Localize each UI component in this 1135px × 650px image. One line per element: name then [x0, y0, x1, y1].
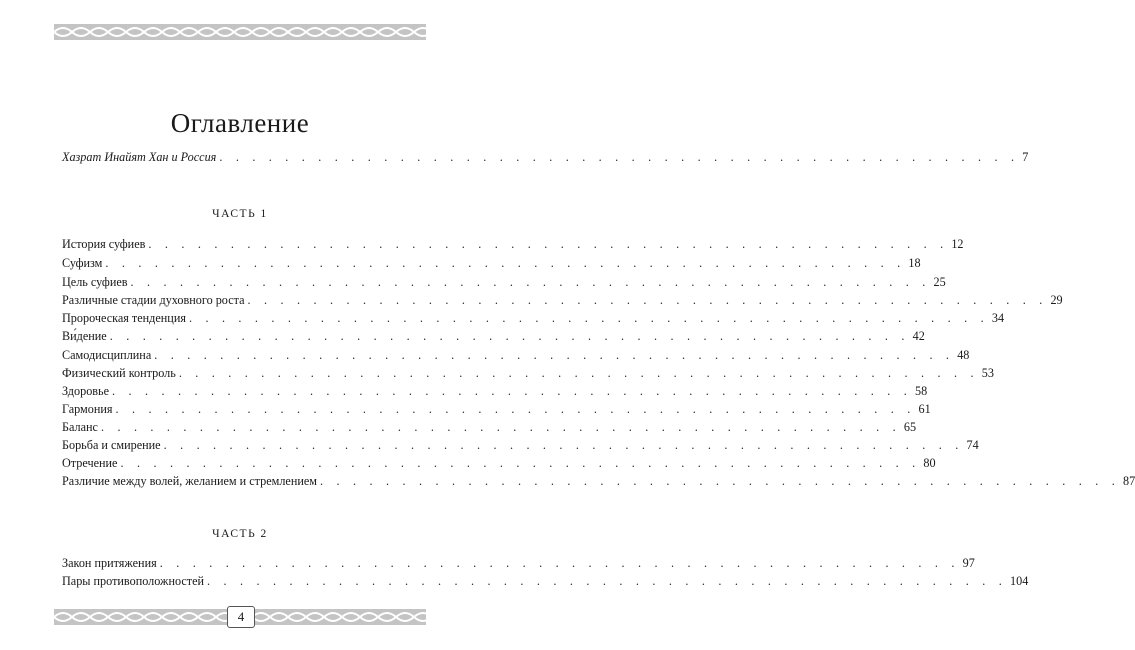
toc-entry-page: 53: [981, 366, 994, 380]
toc-entry-title: Физический контроль: [62, 366, 176, 380]
toc-entry-page: 87: [1122, 474, 1135, 488]
toc-entry-page: 34: [991, 311, 1005, 325]
toc-entry[interactable]: [62, 348, 970, 366]
dot-leader: . . . . . . . . . . . . . . . . . . . . . . . . . . . . . . . . . . . . . . . . . . . . . . . . .: [320, 474, 1120, 488]
toc-entry-title: Здоровье: [62, 384, 110, 398]
toc-entry[interactable]: [62, 574, 1029, 592]
toc-entry[interactable]: [62, 275, 946, 293]
dot-leader: . . . . . . . . . . . . . . . . . . . . . . . . . . . . . . . . . . . . . . . . . . . . . . . . .: [100, 420, 901, 434]
toc-entry-page: 74: [966, 438, 979, 452]
toc-entry-page: 65: [903, 420, 917, 434]
toc-entry-page: 48: [957, 348, 970, 362]
toc-entry-title: Пророческая тенденция: [62, 311, 186, 325]
dot-leader: . . . . . . . . . . . . . . . . . . . . . . . . . . . . . . . . . . . . . . . . . . . . . . . . .: [188, 311, 989, 325]
part-1-heading: ЧАСТЬ 1: [212, 208, 268, 220]
toc-entry[interactable]: [62, 420, 917, 438]
toc-entry[interactable]: [62, 366, 994, 384]
toc-entry-page: 104: [1010, 574, 1029, 588]
toc-entry[interactable]: [62, 384, 928, 402]
toc-entry-title: Отречение: [62, 456, 118, 470]
toc-entry[interactable]: [62, 456, 936, 474]
page-number: 4: [227, 606, 255, 628]
dot-leader: . . . . . . . . . . . . . . . . . . . . . . . . . . . . . . . . . . . . . . . . . . . . . . . . .: [120, 456, 921, 470]
dot-leader: . . . . . . . . . . . . . . . . . . . . . . . . . . . . . . . . . . . . . . . . . . . . . . . . .: [154, 348, 955, 362]
toc-entry-title: Закон притяжения: [62, 556, 157, 570]
toc-entry-title: Цель суфиев: [62, 275, 128, 289]
toc-entry-page: 29: [1050, 293, 1063, 307]
toc-entry-page: 25: [933, 275, 946, 289]
toc-entry[interactable]: [62, 293, 1063, 311]
toc-entry-page: 80: [923, 456, 936, 470]
toc-entry-title: Пары противоположностей: [62, 574, 205, 588]
toc-entry[interactable]: [62, 474, 1135, 492]
toc-entry-page: 12: [951, 237, 964, 251]
top-ornament-band: [54, 24, 426, 40]
dot-leader: . . . . . . . . . . . . . . . . . . . . . . . . . . . . . . . . . . . . . . . . . . . . . . . . .: [130, 275, 931, 289]
dot-leader: . . . . . . . . . . . . . . . . . . . . . . . . . . . . . . . . . . . . . . . . . . . . . . . . .: [207, 574, 1007, 588]
toc-entry-title: История суфиев: [62, 237, 146, 251]
dot-leader: . . . . . . . . . . . . . . . . . . . . . . . . . . . . . . . . . . . . . . . . . . . . . . . . .: [148, 237, 949, 251]
dot-leader: . . . . . . . . . . . . . . . . . . . . . . . . . . . . . . . . . . . . . . . . . . . . . . . . .: [112, 384, 912, 398]
toc-entry-page: 18: [908, 256, 921, 270]
toc-entry-title: Борьба и смирение: [62, 438, 161, 452]
dot-leader: . . . . . . . . . . . . . . . . . . . . . . . . . . . . . . . . . . . . . . . . . . . . . . . . .: [178, 366, 979, 380]
dot-leader: . . . . . . . . . . . . . . . . . . . . . . . . . . . . . . . . . . . . . . . . . . . . . . . . .: [105, 256, 906, 270]
toc-entry[interactable]: [62, 438, 979, 456]
dot-leader: . . . . . . . . . . . . . . . . . . . . . . . . . . . . . . . . . . . . . . . . . . . . . . . . .: [159, 556, 960, 570]
toc-entry-page: 61: [918, 402, 931, 416]
toc-entry-title: Различные стадии духовного роста: [62, 293, 245, 307]
dot-leader: . . . . . . . . . . . . . . . . . . . . . . . . . . . . . . . . . . . . . . . . . . . . . . . . .: [219, 150, 1020, 164]
toc-entry[interactable]: [62, 311, 1005, 329]
toc-entry-page: 42: [912, 329, 925, 343]
page-title: Оглавление: [170, 108, 310, 139]
toc-entry[interactable]: [62, 556, 975, 574]
toc-entry-title: Самодисциплина: [62, 348, 152, 362]
dot-leader: . . . . . . . . . . . . . . . . . . . . . . . . . . . . . . . . . . . . . . . . . . . . . . . . .: [247, 293, 1048, 307]
toc-entry-title: Различие между волей, желанием и стремлением: [62, 474, 318, 488]
toc-entry[interactable]: [62, 256, 921, 274]
toc-entry[interactable]: [62, 329, 925, 347]
toc-entry-title: Баланс: [62, 420, 98, 434]
part-2-heading: ЧАСТЬ 2: [212, 528, 268, 540]
toc-entry[interactable]: [62, 402, 931, 420]
toc-entry[interactable]: [62, 237, 964, 255]
toc-entry-title: Суфизм: [62, 256, 103, 270]
toc-entry-page: 58: [914, 384, 928, 398]
toc-entry-title: Хазрат Инайят Хан и Россия: [62, 150, 217, 164]
toc-entry-intro[interactable]: [62, 150, 1029, 168]
dot-leader: . . . . . . . . . . . . . . . . . . . . . . . . . . . . . . . . . . . . . . . . . . . . . . . . .: [109, 329, 910, 343]
toc-entry-title: Ви́дение: [62, 329, 107, 343]
toc-entry-title: Гармония: [62, 402, 113, 416]
toc-entry-page: 97: [962, 556, 975, 570]
dot-leader: . . . . . . . . . . . . . . . . . . . . . . . . . . . . . . . . . . . . . . . . . . . . . . . . .: [115, 402, 916, 416]
dot-leader: . . . . . . . . . . . . . . . . . . . . . . . . . . . . . . . . . . . . . . . . . . . . . . . . .: [163, 438, 964, 452]
toc-entry-page: 7: [1022, 150, 1029, 164]
